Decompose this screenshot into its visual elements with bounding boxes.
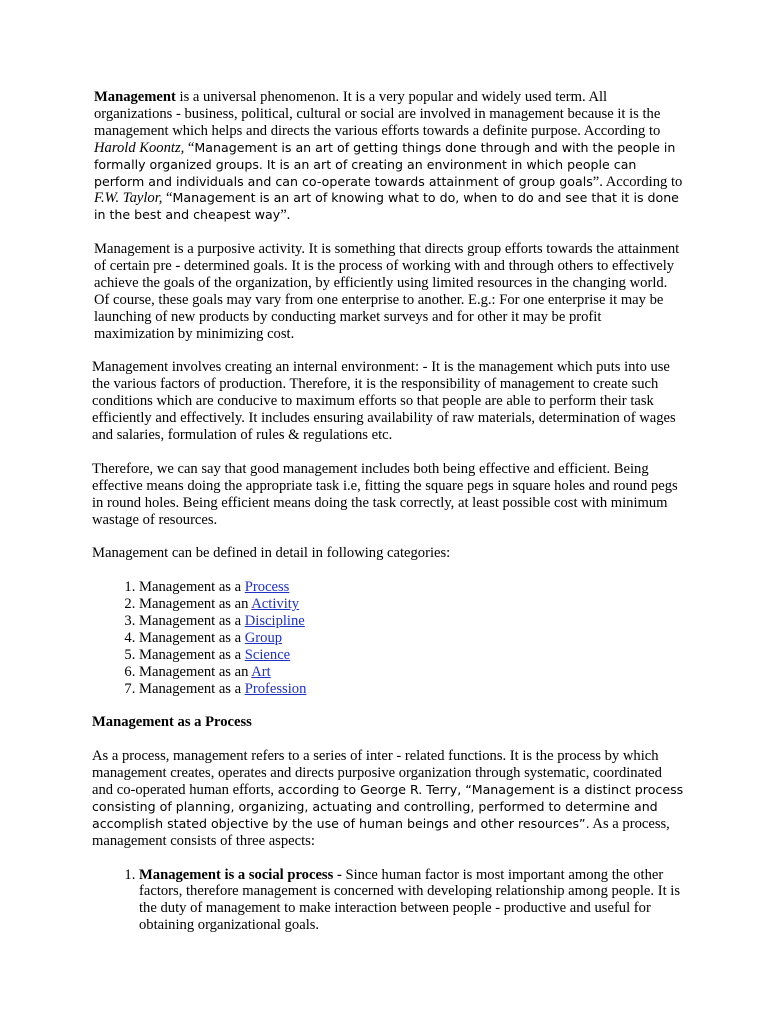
art-link[interactable]: Art	[251, 663, 271, 680]
quote-open-2: “	[162, 190, 173, 207]
science-link[interactable]: Science	[244, 646, 291, 663]
process-link[interactable]: Process	[244, 579, 290, 596]
profession-link[interactable]: Profession	[244, 680, 307, 697]
aspect-text: Since human factor is most important among the other factors, therefore management is concerned with developing relationship among people. It is the duty of management to make interaction between people - productive and useful for obtaining organizational goals.	[139, 866, 681, 934]
taylor-quote: Management is an art of knowing what to do, when to do and see that it is done in the best and cheapest way	[94, 190, 679, 223]
categories-list	[94, 579, 684, 697]
koontz-quote: Management is an art of getting things done through and with the people in formally organized groups. It is an art of creating an environment in which people can perform and individuals and can co-operate towards attainment of group goals	[94, 139, 676, 189]
list-item: 6. Management as an Art	[139, 664, 684, 681]
list-item: 3. Management as a Discipline	[139, 613, 684, 630]
koontz-name: Harold Koontz,	[94, 139, 185, 156]
document-page	[94, 89, 684, 934]
section-heading: Management as a Process	[92, 714, 252, 731]
effective-efficient-paragraph: Therefore, we can say that good management includes both being effective and efficient. Being effective means doing the appropriate task i.e, fitting the square pegs in square holes and round pegs in round holes. Being efficient means doing the task correctly, at least possible cost with minimum wastage of resources.	[92, 460, 678, 528]
group-link[interactable]: Group	[244, 629, 283, 646]
list-item: 7. Management as a Profession	[139, 681, 684, 698]
intro-text: is a universal phenomenon. It is a very popular and widely used term. All organizations - business, political, cultural or social are involved in management because it is the management which helps and directs the various efforts towards a definite purpose. According to	[94, 89, 661, 139]
activity-link[interactable]: Activity	[251, 596, 300, 613]
list-item	[139, 867, 684, 935]
taylor-name: F.W. Taylor,	[94, 190, 163, 207]
list-item: 5. Management as a Science	[139, 647, 684, 664]
process-aspects-intro: As a process, management consists of three aspects:	[92, 815, 670, 849]
list-item: 4. Management as a Group	[139, 630, 684, 647]
terry-quote: according to George R. Terry, “Management is a distinct process consisting of planning, organizing, actuating and controlling, performed to determine and accomplish stated objective by the use of human beings and other resources”.	[92, 782, 684, 831]
quote-close-text: ”. According to	[592, 173, 683, 190]
process-text: As a process, management refers to a series of inter - related functions. It is the process by which management creates, operates and directs purposive organization through systematic, coordinated and co-operated human efforts,	[92, 748, 662, 799]
intro-paragraph	[94, 89, 684, 224]
discipline-link[interactable]: Discipline	[244, 613, 305, 630]
list-item: 2. Management as an Activity	[139, 596, 684, 613]
management-term: Management	[94, 89, 176, 105]
process-paragraph	[92, 748, 684, 849]
categories-intro: Management can be defined in detail in following categories:	[92, 545, 451, 562]
internal-environment-paragraph: Management involves creating an internal environment: - It is the management which puts into use the various factors of production. Therefore, it is the responsibility of management to create such conditions which are conducive to maximum efforts so that people are able to perform their task efficiently and effectively. It includes ensuring availability of raw materials, determination of wages and salaries, formulation of rules & regulations etc.	[92, 359, 676, 444]
quote-open: “	[184, 139, 195, 156]
list-item: 1. Management as a Process	[139, 579, 684, 596]
aspects-list	[94, 867, 684, 935]
quote-close-2: ”.	[280, 207, 291, 224]
purposive-activity-paragraph: Management is a purposive activity. It is something that directs group efforts towards the attainment of certain pre - determined goals. It is the process of working with and through others to effectively achieve the goals of the organization, by efficiently using limited resources in the changing world. Of course, these goals may vary from one enterprise to another. E.g.: For one enterprise it may be launching of new products by conducting market surveys and for other it may be profit maximization by minimizing cost.	[94, 241, 680, 342]
aspect-title: Management is a social process -	[139, 866, 342, 883]
